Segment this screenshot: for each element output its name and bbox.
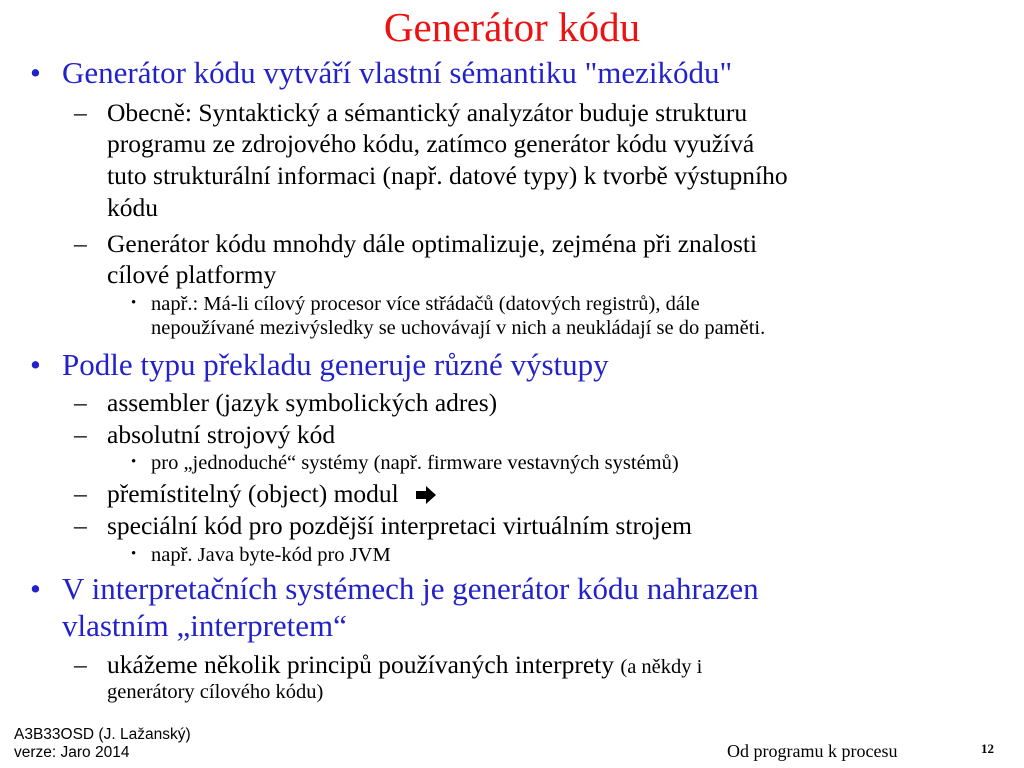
dash-marker: –	[74, 420, 87, 449]
dash-marker: –	[74, 479, 87, 508]
bullet-text: Generátor kódu vytváří vlastní sémantiku "mezikódu"	[62, 55, 733, 90]
right-arrow-icon	[415, 481, 437, 512]
footer-course: A3B33OSD (J. Lažanský)	[14, 726, 191, 743]
sub-sub-bullet-text: pro „jednoduché“ systémy (např. firmware vestavných systémů)	[151, 452, 679, 474]
sub-bullet-continuation: generátory cílového kódu)	[107, 681, 324, 703]
sub-bullet-continuation: programu ze zdrojového kódu, zatímco generátor kódu využívá	[107, 129, 755, 158]
footer-course-info	[14, 726, 191, 762]
sub-bullet-text: assembler (jazyk symbolických adres)	[107, 388, 498, 417]
bullet-continuation: vlastním „interpretem“	[62, 608, 347, 643]
sub-bullet-continuation: cílové platformy	[107, 260, 277, 289]
bullet-marker: •	[131, 295, 137, 311]
sub-sub-bullet-text: např.: Má-li cílový procesor více střádačů (datových registrů), dále	[151, 293, 700, 315]
sub-sub-bullet-continuation: nepoužívané mezivýsledky se uchovávají v nich a neukládají se do paměti.	[151, 317, 766, 339]
dash-marker: –	[74, 650, 87, 679]
sub-bullet-note: (a někdy i	[620, 656, 703, 678]
dash-marker: –	[74, 511, 87, 540]
sub-bullet-text: přemístitelný (object) modul	[107, 479, 399, 508]
page-number: 12	[981, 741, 994, 756]
dash-marker: –	[74, 388, 87, 417]
sub-bullet-continuation: kódu	[107, 193, 158, 222]
bullet-marker: •	[30, 571, 41, 606]
sub-bullet-text: absolutní strojový kód	[107, 420, 336, 449]
bullet-marker: •	[131, 454, 137, 470]
sub-bullet-continuation: tuto strukturální informaci (např. datové typy) k tvorbě výstupního	[107, 161, 788, 190]
bullet-marker: •	[131, 546, 137, 562]
slide-title: Generátor kódu	[383, 4, 641, 50]
sub-sub-bullet-text: např. Java byte-kód pro JVM	[151, 544, 391, 566]
footer-section-title: Od programu k procesu	[727, 741, 898, 761]
bullet-marker: •	[30, 55, 41, 90]
bullet-text: Podle typu překladu generuje různé výstupy	[62, 347, 609, 382]
bullet-text: V interpretačních systémech je generátor kódu nahrazen	[62, 571, 759, 606]
dash-marker: –	[74, 98, 87, 127]
sub-bullet-text: Generátor kódu mnohdy dále optimalizuje, zejména při znalosti	[107, 229, 758, 258]
dash-marker: –	[74, 229, 87, 258]
bullet-marker: •	[30, 347, 41, 382]
sub-bullet-text: ukážeme několik principů používaných interprety	[107, 650, 614, 679]
footer-version: verze: Jaro 2014	[14, 744, 130, 761]
sub-bullet-text: Obecně: Syntaktický a sémantický analyzátor buduje strukturu	[107, 98, 748, 127]
sub-bullet-text: speciální kód pro pozdější interpretaci virtuálním strojem	[107, 511, 692, 540]
